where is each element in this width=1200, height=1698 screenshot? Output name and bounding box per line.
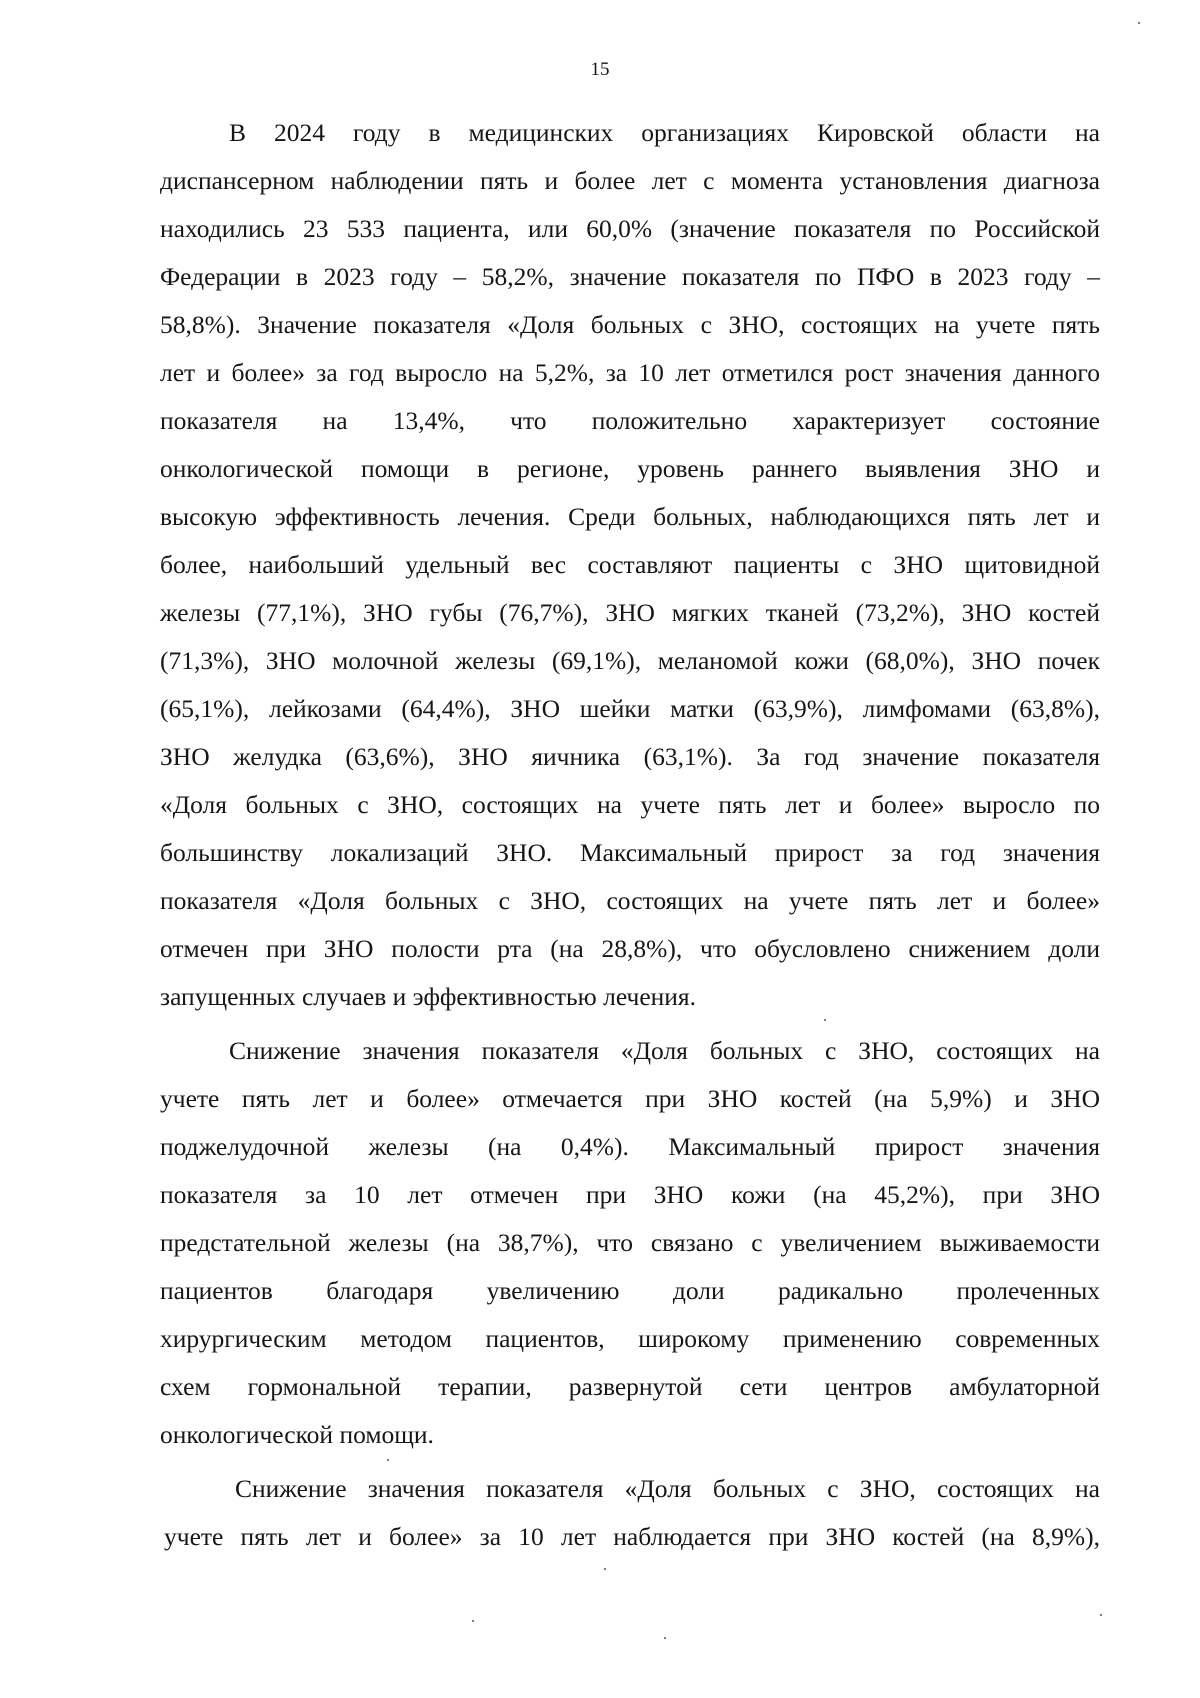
scan-speck xyxy=(1138,22,1140,24)
paragraph-line: учете пять лет и более» отмечается при ЗНО костей (на 5,9%) и ЗНО xyxy=(160,1084,1100,1113)
scan-speck xyxy=(387,1459,389,1461)
paragraph-line: пациентов благодаря увеличению доли радикально пролеченных xyxy=(160,1276,1100,1305)
scan-speck xyxy=(664,1637,666,1639)
paragraph-line: онкологической помощи. xyxy=(160,1420,434,1449)
paragraph-line: показателя на 13,4%, что положительно характеризует состояние xyxy=(160,406,1100,435)
paragraph-line: лет и более» за год выросло на 5,2%, за 10 лет отметился рост значения данного xyxy=(160,358,1100,387)
paragraph-line: отмечен при ЗНО полости рта (на 28,8%), что обусловлено снижением доли xyxy=(160,934,1100,963)
paragraph-line: Федерации в 2023 году – 58,2%, значение показателя по ПФО в 2023 году – xyxy=(160,262,1100,291)
paragraph-line: 58,8%). Значение показателя «Доля больных с ЗНО, состоящих на учете пять xyxy=(160,310,1100,339)
paragraph-line: ЗНО желудка (63,6%), ЗНО яичника (63,1%). За год значение показателя xyxy=(160,742,1100,771)
paragraph-line: диспансерном наблюдении пять и более лет с момента установления диагноза xyxy=(160,166,1100,195)
scan-speck xyxy=(604,1568,606,1570)
paragraph-line: (71,3%), ЗНО молочной железы (69,1%), меланомой кожи (68,0%), ЗНО почек xyxy=(160,646,1100,675)
paragraph-line: Снижение значения показателя «Доля больных с ЗНО, состоящих на xyxy=(229,1036,1100,1065)
paragraph-line: большинству локализаций ЗНО. Максимальный прирост за год значения xyxy=(160,838,1100,867)
scan-speck xyxy=(824,1019,826,1021)
paragraph-line: В 2024 году в медицинских организациях Кировской области на xyxy=(229,118,1100,147)
paragraph-line: железы (77,1%), ЗНО губы (76,7%), ЗНО мягких тканей (73,2%), ЗНО костей xyxy=(160,598,1100,627)
paragraph-line: онкологической помощи в регионе, уровень раннего выявления ЗНО и xyxy=(160,454,1100,483)
paragraph-line: показателя «Доля больных с ЗНО, состоящих на учете пять лет и более» xyxy=(160,886,1100,915)
paragraph-line: запущенных случаев и эффективностью лечения. xyxy=(160,982,697,1011)
paragraph-line: хирургическим методом пациентов, широкому применению современных xyxy=(160,1324,1100,1353)
paragraph-line: находились 23 533 пациента, или 60,0% (значение показателя по Российской xyxy=(160,214,1100,243)
scan-speck xyxy=(472,1620,474,1622)
paragraph-line: (65,1%), лейкозами (64,4%), ЗНО шейки матки (63,9%), лимфомами (63,8%), xyxy=(160,694,1100,723)
paragraph-line: показателя за 10 лет отмечен при ЗНО кожи (на 45,2%), при ЗНО xyxy=(160,1180,1100,1209)
paragraph-line: «Доля больных с ЗНО, состоящих на учете пять лет и более» выросло по xyxy=(160,790,1100,819)
scan-speck xyxy=(1100,1614,1102,1616)
paragraph-line: учете пять лет и более» за 10 лет наблюдается при ЗНО костей (на 8,9%), xyxy=(164,1522,1100,1551)
page-number: 15 xyxy=(590,59,610,80)
paragraph-line: более, наибольший удельный вес составляют пациенты с ЗНО щитовидной xyxy=(160,550,1100,579)
paragraph-line: поджелудочной железы (на 0,4%). Максимальный прирост значения xyxy=(160,1132,1100,1161)
paragraph-line: предстательной железы (на 38,7%), что связано с увеличением выживаемости xyxy=(160,1228,1100,1257)
paragraph-line: схем гормональной терапии, развернутой сети центров амбулаторной xyxy=(160,1372,1100,1401)
paragraph-line: Снижение значения показателя «Доля больных с ЗНО, состоящих на xyxy=(235,1474,1100,1503)
paragraph-line: высокую эффективность лечения. Среди больных, наблюдающихся пять лет и xyxy=(160,502,1100,531)
